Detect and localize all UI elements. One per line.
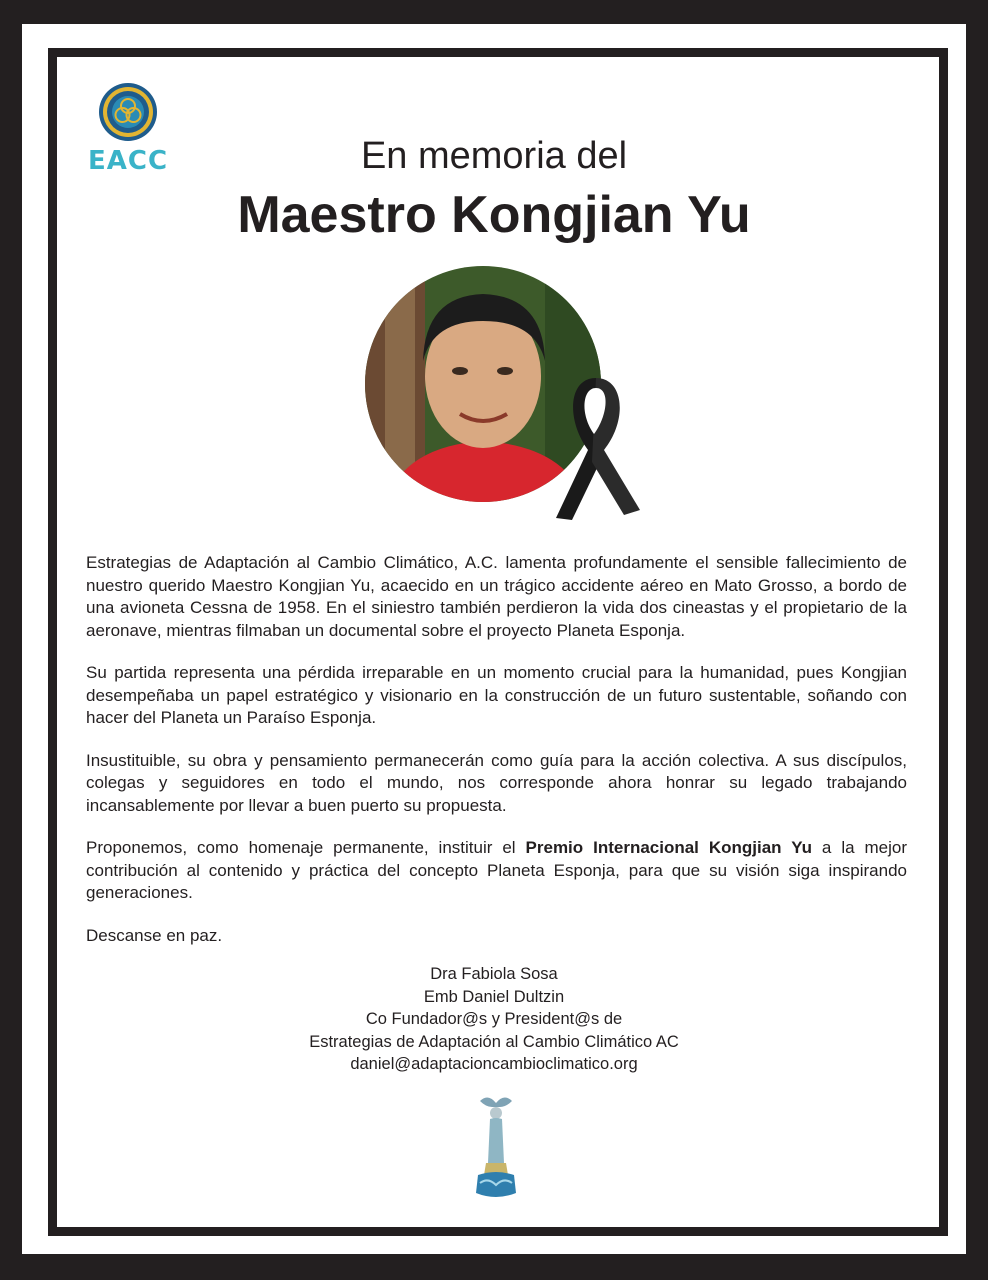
title-line-2: Maestro Kongjian Yu <box>237 186 751 244</box>
closing-line: Descanse en paz. <box>86 925 223 945</box>
award-name: Premio Internacional Kongjian Yu <box>525 838 812 857</box>
statue-award-icon <box>470 1093 522 1203</box>
logo-text: EACC <box>88 146 169 176</box>
eacc-emblem-icon <box>98 82 158 142</box>
mourning-ribbon-icon <box>548 370 644 525</box>
paragraph-1: Estrategias de Adaptación al Cambio Climático, A.C. lamenta profundamente el sensible fallecimiento de nuestro querido Maestro Kongjian Yu, acaecido en un trágico accidente aéreo en Mato Grosso, a bordo de una avioneta Cessna de 1958. En el siniestro también perdieron la vida dos cineastas y el propietario de la aeronave, mientras filmaban un documental sobre el proyecto Planeta Esponja. <box>86 553 907 640</box>
paragraph-2: Su partida representa una pérdida irreparable en un momento crucial para la humanidad, pues Kongjian desempeñaba un papel estratégico y visionario en la construcción de un futuro sustentable, soñando con hacer del Planeta un Paraíso Esponja. <box>86 663 907 727</box>
signatory-1: Dra Fabiola Sosa <box>430 965 558 983</box>
signature-block <box>0 963 988 1076</box>
title-line-1: En memoria del <box>360 135 628 177</box>
paragraph-award <box>86 837 907 905</box>
paragraph-3: Insustituible, su obra y pensamiento permanecerán como guía para la acción colectiva. A sus discípulos, colegas y seguidores en todo el mundo, nos corresponde ahora honrar su legado trabajando incansablemente por llevar a buen puerto su propuesta. <box>86 750 907 815</box>
organization-name: Estrategias de Adaptación al Cambio Climático AC <box>309 1032 679 1051</box>
memorial-text <box>86 552 907 967</box>
signatory-2: Emb Daniel Dultzin <box>423 987 565 1006</box>
signatory-role: Co Fundador@s y President@s de <box>365 1010 623 1028</box>
award-text-after: a la mejor contribución al contenido y práctica del concepto Planeta Esponja, para que su visión siga inspirando generaciones. <box>86 838 908 902</box>
award-text-before: Proponemos, como homenaje permanente, instituir el <box>86 838 526 857</box>
contact-email: daniel@adaptacioncambioclimatico.org <box>350 1055 638 1073</box>
